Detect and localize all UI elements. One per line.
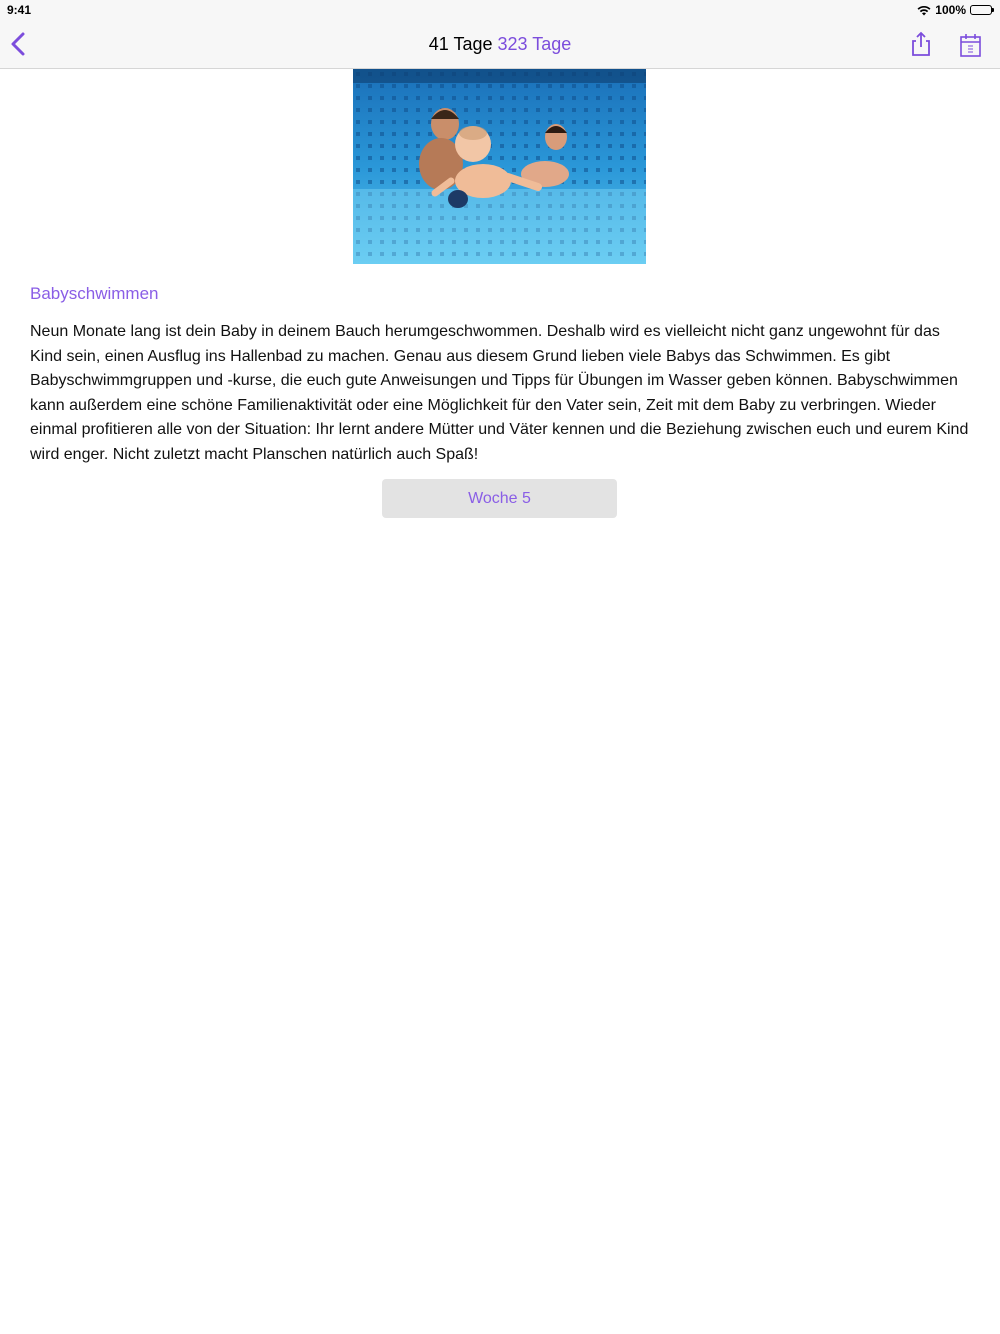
wifi-icon xyxy=(917,5,931,16)
status-bar xyxy=(0,0,1000,20)
navigation-bar xyxy=(0,20,1000,69)
article-body: Neun Monate lang ist dein Baby in deinem Bauch herumgeschwommen. Deshalb wird es vielleicht nicht ganz ungewohnt für das Kind sein, einen Ausflug ins Hallenbad zu machen. Genau aus diesem Grund lieben viele Babys das Schwimmen. Es gibt Babyschwimmgruppen und -kurse, die euch gute Anweisungen und Tipps für Übungen im Wasser geben können. Babyschwimmen kann außerdem eine schöne Familienaktivität oder eine Möglichkeit für den Vater sein, Zeit mit dem Baby zu verbringen. Wieder einmal profitieren alle von der Situation: Ihr lernt andere Mütter und Väter kennen und die Beziehung zwischen euch und eurem Kind wird enger. Nicht zuletzt macht Planschen natürlich auch Spaß! xyxy=(30,323,969,463)
days-remaining: 323 Tage xyxy=(497,34,572,54)
article-title: Babyschwimmen xyxy=(30,284,159,303)
page-title xyxy=(0,34,1000,55)
battery-icon xyxy=(970,5,992,15)
status-time: 9:41 xyxy=(7,3,32,17)
share-button[interactable] xyxy=(907,30,935,58)
article-image xyxy=(353,69,646,264)
calendar-button[interactable] xyxy=(957,32,985,60)
share-icon xyxy=(907,30,935,58)
calendar-icon xyxy=(957,32,985,60)
baby-swimming-photo xyxy=(353,69,646,264)
status-indicators xyxy=(917,3,992,17)
days-elapsed: 41 Tage xyxy=(428,34,493,54)
battery-percent: 100% xyxy=(935,3,966,17)
week-5-button[interactable]: Woche 5 xyxy=(382,479,617,518)
